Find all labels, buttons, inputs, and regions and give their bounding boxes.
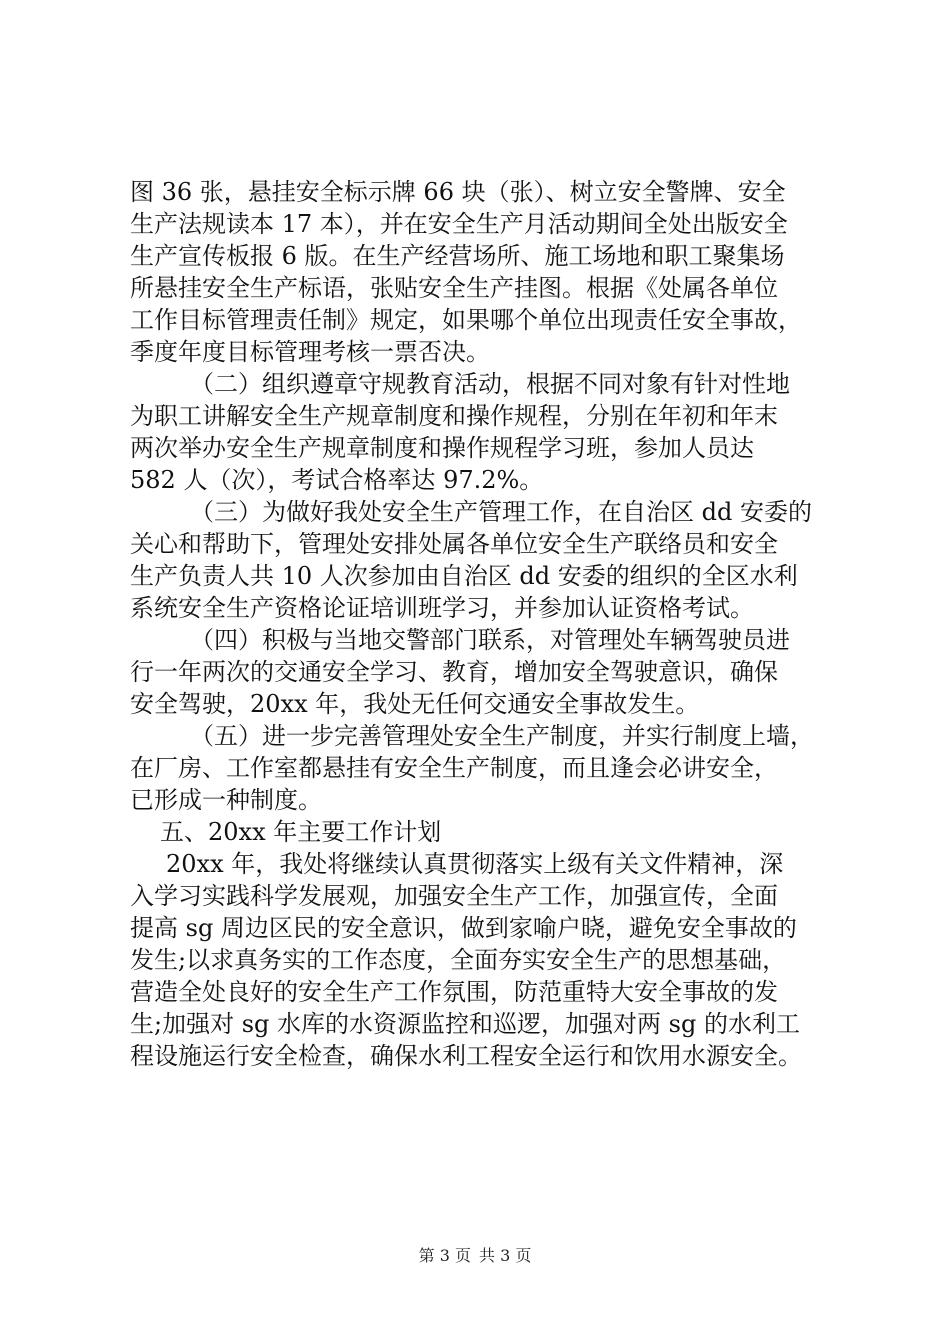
page-footer <box>0 1246 950 1266</box>
text-line: 安全驾驶，20xx 年，我处无任何交通安全事故发生。 <box>130 690 700 718</box>
paragraph-five-start: （五）进一步完善管理处安全生产制度，并实行制度上墙， <box>190 722 814 750</box>
text-line: 发生;以求真务实的工作态度，全面夯实安全生产的思想基础， <box>130 946 787 974</box>
text-line: 所悬挂安全生产标语，张贴安全生产挂图。根据《处属各单位 <box>130 274 778 302</box>
paragraph-two-start: （二）组织遵章守规教育活动，根据不同对象有针对性地 <box>190 370 790 398</box>
text-line: 工作目标管理责任制》规定，如果哪个单位出现责任安全事故， <box>130 306 802 334</box>
paragraph-three-start: （三）为做好我处安全生产管理工作，在自治区 dd 安委的 <box>190 498 812 526</box>
paragraph-plan-start: 20xx 年，我处将继续认真贯彻落实上级有关文件精神，深 <box>166 850 784 878</box>
text-line: 生产负责人共 10 人次参加由自治区 dd 安委的组织的全区水利 <box>130 562 798 590</box>
text-line: 提高 sg 周边区民的安全意识，做到家喻户晓，避免安全事故的 <box>130 914 797 942</box>
text-line: 入学习实践科学发展观，加强安全生产工作，加强宣传，全面 <box>130 882 778 910</box>
text-line: 在厂房、工作室都悬挂有安全生产制度，而且逢会必讲安全， <box>130 754 778 782</box>
text-line: 图 36 张，悬挂安全标示牌 66 块（张）、树立安全警牌、安全 <box>130 178 786 206</box>
text-line: 季度年度目标管理考核一票否决。 <box>130 338 490 366</box>
text-line: 营造全处良好的安全生产工作氛围，防范重特大安全事故的发 <box>130 978 778 1006</box>
text-line: 关心和帮助下，管理处安排处属各单位安全生产联络员和安全 <box>130 530 778 558</box>
text-line: 两次举办安全生产规章制度和操作规程学习班，参加人员达 <box>130 434 754 462</box>
page-number: 第 3 页 <box>418 1246 471 1265</box>
page-total: 共 3 页 <box>479 1246 532 1265</box>
text-line: 生产宣传板报 6 版。在生产经营场所、施工场地和职工聚集场 <box>130 242 785 270</box>
text-line: 582 人（次），考试合格率达 97.2%。 <box>130 466 544 494</box>
section-heading: 五、20xx 年主要工作计划 <box>160 818 442 846</box>
document-body <box>130 176 830 1072</box>
text-line: 行一年两次的交通安全学习、教育，增加安全驾驶意识，确保 <box>130 658 778 686</box>
text-line: 系统安全生产资格论证培训班学习，并参加认证资格考试。 <box>130 594 754 622</box>
text-line: 程设施运行安全检查，确保水利工程安全运行和饮用水源安全。 <box>130 1042 802 1070</box>
paragraph-four-start: （四）积极与当地交警部门联系，对管理处车辆驾驶员进 <box>190 626 790 654</box>
text-line: 生产法规读本 17 本），并在安全生产月活动期间全处出版安全 <box>130 210 788 238</box>
text-line: 生;加强对 sg 水库的水资源监控和巡逻，加强对两 sg 的水利工 <box>130 1010 800 1038</box>
text-line: 为职工讲解安全生产规章制度和操作规程，分别在年初和年末 <box>130 402 778 430</box>
text-line: 已形成一种制度。 <box>130 786 322 814</box>
